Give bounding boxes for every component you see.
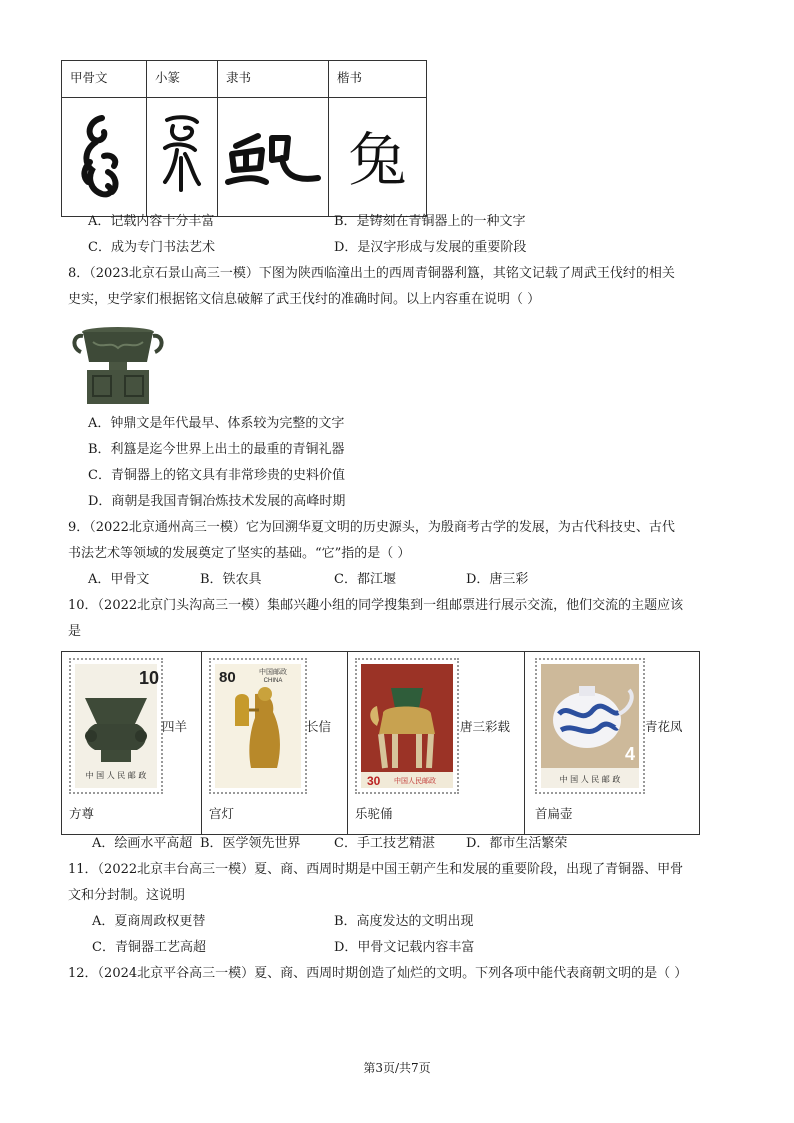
glyph-small-seal-cell — [147, 98, 218, 217]
q9-stem-line1: 9．（2022北京通州高三一模）它为回溯华夏文明的历史源头，为殷商考古学的发展，为古代科技史、古代 — [68, 520, 675, 535]
four-ram-zun-stamp-art — [75, 664, 160, 788]
stamp-cell-tri-colored-camel — [348, 652, 525, 835]
q10-option-a[interactable]: A．绘画水平高超 — [92, 836, 193, 851]
li-gui-bronze-vessel-image — [71, 320, 165, 406]
q8-option-a[interactable]: A．钟鼎文是年代最早、体系较为完整的文字 — [88, 416, 345, 431]
stamp-row — [62, 652, 700, 835]
tri-colored-camel-stamp-art — [361, 664, 453, 788]
stamp4-value-text: 4 — [625, 744, 636, 764]
stamp-cell-four-ram-zun — [62, 652, 202, 835]
small-seal-rabbit-glyph — [147, 98, 217, 212]
q11-option-a[interactable]: A．夏商周政权更替 — [92, 914, 206, 929]
script-evolution-table — [61, 60, 427, 217]
stamp4-side-label: 青花凤 — [645, 719, 683, 734]
stamp2-issuer-en-text: CHINA — [263, 678, 283, 684]
stamp-cell-changxin-lamp — [202, 652, 348, 835]
q11-stem-line2: 文和分封制。这说明 — [68, 888, 186, 903]
q9-option-c[interactable]: C．都江堰 — [334, 572, 396, 587]
header-regular: 楷书 — [329, 61, 427, 98]
q9-option-d[interactable]: D．唐三彩 — [466, 572, 529, 587]
blue-white-flask-stamp-art — [541, 664, 639, 788]
page-footer: 第3页/共7页 — [363, 1061, 431, 1075]
regular-rabbit-glyph: 兔 — [348, 126, 407, 194]
glyph-regular-cell — [329, 98, 427, 217]
q11-option-c[interactable]: C．青铜器工艺高超 — [92, 940, 206, 955]
q7-option-b[interactable]: B．是铸刻在青铜器上的一种文字 — [334, 214, 526, 229]
q7-option-a[interactable]: A．记载内容十分丰富 — [88, 214, 215, 229]
q11-option-b[interactable]: B．高度发达的文明出现 — [334, 914, 474, 929]
stamp-table — [61, 651, 700, 835]
table-glyph-row — [62, 98, 427, 217]
q8-option-d[interactable]: D．商朝是我国青铜冶炼技术发展的高峰时期 — [88, 494, 346, 509]
stamp-blue-white-flask — [535, 658, 645, 794]
q10-option-b[interactable]: B．医学领先世界 — [200, 836, 301, 851]
q7-option-c[interactable]: C．成为专门书法艺术 — [88, 240, 215, 255]
q10-option-d[interactable]: D．都市生活繁荣 — [466, 836, 568, 851]
q9-option-a[interactable]: A．甲骨文 — [88, 572, 150, 587]
stamp2-side-label: 长信 — [306, 719, 332, 734]
oracle-bone-rabbit-glyph — [62, 98, 146, 212]
stamp1-value-text: 10 — [139, 668, 160, 688]
q9-option-b[interactable]: B．铁农具 — [200, 572, 262, 587]
header-oracle-bone: 甲骨文 — [62, 61, 147, 98]
header-small-seal: 小篆 — [147, 61, 218, 98]
glyph-clerical-cell — [218, 98, 329, 217]
q8-option-b[interactable]: B．利簋是迄今世界上出土的最重的青铜礼器 — [88, 442, 345, 457]
stamp-tri-colored-camel — [355, 658, 459, 794]
stamp-cell-blue-white-flask — [525, 652, 700, 835]
q9-stem-line2: 书法艺术等领域的发展奠定了坚实的基础。“它”指的是（ ） — [68, 546, 411, 561]
stamp3-side-label: 唐三彩载 — [460, 719, 511, 734]
q10-option-c[interactable]: C．手工技艺精湛 — [334, 836, 435, 851]
q10-stem-line2: 是 — [68, 624, 82, 639]
q10-stem-line1: 10．（2022北京门头沟高三一模）集邮兴趣小组的同学搜集到一组邮票进行展示交流，他们交流的主题应该 — [68, 598, 684, 613]
stamp4-bottom-label: 首扁壶 — [535, 806, 573, 821]
q7-option-d[interactable]: D．是汉字形成与发展的重要阶段 — [334, 240, 527, 255]
q12-stem-line1: 12．（2024北京平谷高三一模）夏、商、西周时期创造了灿烂的文明。下列各项中能代表商朝文明的是（ ） — [68, 966, 688, 981]
stamp-four-ram-zun — [69, 658, 163, 794]
q8-option-c[interactable]: C．青铜器上的铭文具有非常珍贵的史料价值 — [88, 468, 345, 483]
q8-stem-line2: 史实，史学家们根据铭文信息破解了武王伐纣的准确时间。以上内容重在说明（ ） — [68, 292, 541, 307]
stamp1-bottom-label: 方尊 — [69, 806, 95, 821]
stamp2-issuer-text: 中国邮政 — [259, 668, 287, 676]
stamp1-side-label: 四羊 — [162, 719, 188, 734]
stamp1-issuer-text: 中 国 人 民 邮 政 — [85, 771, 147, 780]
changxin-lamp-stamp-art — [215, 664, 301, 788]
stamp3-bottom-label: 乐驼俑 — [355, 806, 393, 821]
glyph-oracle-bone-cell — [62, 98, 147, 217]
stamp-changxin-lamp — [209, 658, 307, 794]
q8-stem-line1: 8．（2023北京石景山高三一模）下图为陕西临潼出土的西周青铜器利簋，其铭文记载了周武王伐纣的相关 — [68, 266, 675, 281]
stamp2-value-text: 80 — [219, 669, 236, 686]
stamp3-value-text: 30 — [367, 774, 381, 788]
header-clerical: 隶书 — [218, 61, 329, 98]
stamp2-bottom-label: 宫灯 — [209, 806, 235, 821]
clerical-rabbit-glyph — [218, 98, 328, 212]
stamp3-issuer-text: 中国人民邮政 — [394, 777, 436, 785]
stamp4-issuer-text: 中 国 人 民 邮 政 — [559, 775, 621, 784]
q11-option-d[interactable]: D．甲骨文记载内容丰富 — [334, 940, 475, 955]
q11-stem-line1: 11．（2022北京丰台高三一模）夏、商、西周时期是中国王朝产生和发展的重要阶段，出现了青铜器、甲骨 — [68, 862, 684, 877]
table-header-row — [62, 61, 427, 98]
